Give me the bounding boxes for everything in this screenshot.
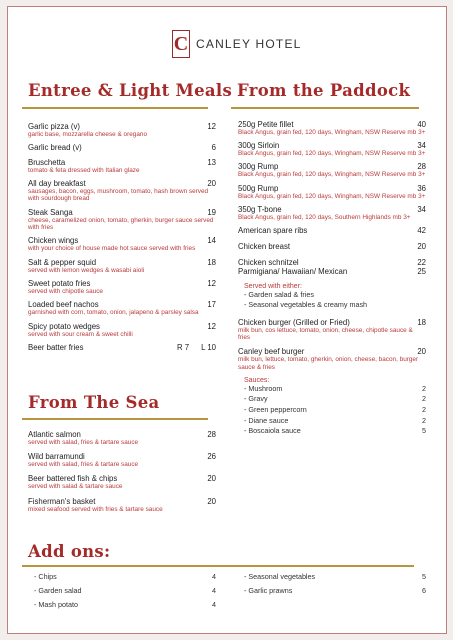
sauce-price: 2 [422, 415, 426, 425]
menu-item-row [238, 258, 426, 267]
menu-item-price: 6 [211, 143, 216, 153]
menu-item-name: Salt & pepper squid [28, 257, 97, 267]
menu-item-description: cheese, caramelized onion, tomato, gherkin, burger sauce served with fries [28, 216, 214, 231]
menu-item-price: 13 [207, 157, 216, 167]
menu-item-name: Bruschetta [28, 157, 66, 167]
paddock-title: From the Paddock [237, 81, 411, 100]
menu-item-price: 19 [207, 207, 216, 217]
menu-item-price: 25 [417, 267, 426, 277]
sauce-price: 5 [422, 426, 426, 436]
addon-item [28, 570, 216, 584]
entree-list [28, 122, 216, 352]
menu-item-name: 350g T-bone [238, 204, 282, 214]
menu-item-name: 300g Sirloin [238, 141, 280, 151]
menu-item-row [238, 242, 426, 251]
addon-price: 4 [212, 586, 216, 595]
menu-item [28, 258, 216, 274]
sea-list [28, 430, 216, 519]
sauce-name: - Mushroom [244, 383, 283, 393]
menu-item-row [28, 279, 216, 288]
menu-item-price: 20 [207, 178, 216, 188]
addon-name: - Garden salad [34, 586, 82, 595]
menu-item-row [238, 184, 426, 193]
menu-item-price: 17 [207, 300, 216, 310]
logo-mark-icon: C [172, 30, 190, 58]
menu-item-price: 12 [207, 321, 216, 331]
menu-item-row [28, 122, 216, 131]
addon-item [238, 584, 426, 598]
addon-price: 6 [422, 586, 426, 595]
menu-item [238, 162, 426, 178]
size-regular [177, 343, 189, 352]
menu-item-name: Steak Sanga [28, 207, 73, 217]
menu-item-description: garnished with corn, tomato, onion, jalapeno & parsley salsa [28, 309, 199, 317]
menu-item-price: 28 [417, 162, 426, 172]
menu-item-description: mixed seafood served with fries & tartare sauce [28, 505, 163, 513]
menu-item-price: 18 [417, 318, 426, 328]
menu-item-price: 12 [207, 278, 216, 288]
sauces-label: Sauces: [244, 376, 270, 384]
menu-item-name: Canley beef burger [238, 347, 305, 357]
addon-item [238, 570, 426, 584]
addons-title: Add ons: [28, 542, 111, 561]
entree-title: Entree & Light Meals [28, 81, 233, 100]
menu-item-row [238, 318, 426, 327]
menu-item [28, 322, 216, 338]
menu-item-price: 34 [417, 141, 426, 151]
menu-item-name: Chicken breast [238, 242, 291, 252]
sauce-item [244, 394, 426, 405]
size-regular-price: 7 [184, 343, 190, 353]
sauce-item [244, 405, 426, 416]
size-large-label: L [201, 343, 206, 353]
menu-item-name: Wild barramundi [28, 452, 85, 462]
menu-item-description: milk bun, lettuce, tomato, gherkin, onion, cheese, bacon, burger sauce & fries [238, 356, 419, 371]
menu-item-price: 12 [207, 122, 216, 131]
addon-price: 4 [212, 572, 216, 581]
sauce-name: - Boscaiola sauce [244, 426, 301, 436]
menu-item-price: 20 [417, 347, 426, 357]
menu-item-row [238, 162, 426, 171]
menu-item-description: served with salad, fries & tartare sauce [28, 461, 139, 469]
addons-rule [22, 565, 414, 567]
menu-item-name: Sweet potato fries [28, 278, 91, 288]
menu-item-description: tomato & feta dressed with Italian glaze [28, 166, 140, 174]
size-regular-label: R [176, 343, 183, 353]
menu-item-name: 500g Rump [238, 183, 279, 193]
size-large [201, 343, 216, 352]
menu-item-row [28, 143, 216, 152]
menu-item-name: Parmigiana/ Hawaiian/ Mexican [238, 267, 348, 277]
addon-name: - Garlic prawns [244, 586, 293, 595]
beer-batter-fries-item [28, 343, 216, 352]
served-with-block [244, 283, 426, 310]
menu-item-row [238, 120, 426, 129]
menu-item-description: served with lemon wedges & wasabi aioli [28, 266, 145, 274]
menu-item-name: 300g Rump [238, 162, 279, 172]
menu-item [238, 184, 426, 200]
menu-item [28, 452, 216, 468]
sea-title: From The Sea [28, 393, 160, 412]
sauce-price: 2 [422, 405, 426, 415]
menu-item [238, 141, 426, 157]
menu-item-row [28, 430, 216, 439]
addon-name: - Mash potato [34, 600, 78, 609]
served-option: - Garden salad & fries [244, 290, 314, 300]
menu-item-description: Black Angus, grain fed, 120 days, Wingham, NSW Reserve mb 3+ [238, 150, 426, 158]
menu-item-row [238, 347, 426, 356]
served-option: - Seasonal vegetables & creamy mash [244, 300, 368, 310]
menu-item [238, 120, 426, 136]
menu-item [28, 474, 216, 490]
menu-item-name: 250g Petite fillet [238, 120, 294, 129]
menu-item-price: 20 [207, 496, 216, 506]
addon-item [28, 598, 216, 612]
menu-item-name: All day breakfast [28, 178, 86, 188]
menu-item-row [238, 226, 426, 235]
menu-item-row [28, 474, 216, 483]
menu-item-row [238, 205, 426, 214]
menu-item-name: Beer batter fries [28, 343, 84, 353]
menu-item-price: 36 [417, 183, 426, 193]
menu-item-name: Beer battered fish & chips [28, 474, 118, 484]
menu-item-name: Spicy potato wedges [28, 321, 100, 331]
menu-item-row [28, 158, 216, 167]
menu-item [28, 236, 216, 252]
menu-item-row [28, 208, 216, 217]
sauce-item [244, 384, 426, 395]
menu-item-name: Fisherman's basket [28, 496, 96, 506]
addon-name: - Seasonal vegetables [244, 572, 316, 581]
sauce-price: 2 [422, 383, 426, 393]
menu-item-row [28, 497, 216, 506]
menu-item-price: 42 [417, 226, 426, 236]
addon-price: 5 [422, 572, 426, 581]
menu-item-price: 28 [207, 430, 216, 439]
menu-item-name: Garlic bread (v) [28, 143, 82, 153]
menu-item [28, 279, 216, 295]
menu-item-price: 26 [207, 452, 216, 462]
menu-item-price: 20 [417, 242, 426, 252]
menu-item-description: with your choice of house made hot sauce served with fries [28, 245, 196, 253]
sauce-item [244, 416, 426, 427]
menu-item [28, 122, 216, 138]
menu-item-description: served with salad, fries & tartare sauce [28, 439, 139, 446]
menu-item [28, 143, 216, 152]
menu-item-price: 20 [207, 474, 216, 484]
addons-right-list [238, 570, 426, 598]
menu-item-name: Atlantic salmon [28, 430, 81, 439]
menu-item [28, 497, 216, 513]
paddock-other-items [238, 226, 426, 276]
sauce-name: - Gravy [244, 394, 268, 404]
addon-item [28, 584, 216, 598]
sea-rule [22, 418, 208, 420]
sauce-item [244, 426, 426, 437]
logo [172, 30, 302, 58]
menu-item-name: Chicken wings [28, 236, 79, 246]
menu-item [238, 205, 426, 221]
menu-item-description: milk bun, cos lettuce, tomato, onion, cheese, chipotle sauce & fries [238, 327, 413, 342]
paddock-list [238, 120, 426, 437]
served-with-label: Served with either: [244, 283, 302, 291]
menu-item-description: garlic base, mozzarella cheese & oregano [28, 131, 148, 138]
sauces-block [244, 377, 426, 437]
menu-item-name: Chicken burger (Grilled or Fried) [238, 318, 350, 328]
menu-item [28, 179, 216, 202]
menu-item [238, 318, 426, 341]
menu-item-description: Black Angus, grain fed, 120 days, Southern Highlands mb 3+ [238, 213, 411, 221]
menu-item-price: 22 [417, 258, 426, 268]
menu-item [28, 430, 216, 446]
sauce-price: 2 [422, 394, 426, 404]
brand-name: CANLEY HOTEL [196, 37, 302, 51]
menu-item-row [238, 267, 426, 276]
menu-item-row [28, 322, 216, 331]
menu-item-row [28, 236, 216, 245]
menu-item-name: Chicken schnitzel [238, 258, 299, 268]
paddock-rule [231, 107, 419, 109]
menu-item-name: American spare ribs [238, 226, 308, 236]
menu-item-row [28, 179, 216, 188]
menu-item-description: Black Angus, grain fed, 120 days, Wingham, NSW Reserve mb 3+ [238, 171, 426, 179]
menu-item-description: sausages, bacon, eggs, mushroom, tomato, hash brown served with sourdough bread [28, 187, 209, 203]
addon-name: - Chips [34, 572, 57, 581]
menu-item-price: 18 [207, 257, 216, 267]
size-large-price: 10 [207, 343, 216, 353]
menu-item-row [28, 452, 216, 461]
menu-item [28, 158, 216, 174]
addons-left-list [28, 570, 216, 612]
menu-item-price: 40 [417, 120, 426, 129]
menu-item-description: served with chipotle sauce [28, 287, 103, 295]
addon-price: 4 [212, 600, 216, 609]
sauce-name: - Diane sauce [244, 415, 289, 425]
menu-item-row [238, 141, 426, 150]
menu-item-row [28, 258, 216, 267]
menu-item-description: Black Angus, grain fed, 120 days, Wingham, NSW Reserve mb 3+ [238, 192, 426, 200]
sauce-name: - Green peppercorn [244, 405, 307, 415]
entree-rule [22, 107, 208, 109]
menu-item-price: 34 [417, 204, 426, 214]
size-prices [177, 343, 216, 352]
menu-item-name: Loaded beef nachos [28, 300, 99, 310]
menu-item-description: served with salad & tartare sauce [28, 483, 123, 491]
menu-item-name: Garlic pizza (v) [28, 122, 80, 131]
menu-item [28, 208, 216, 231]
menu-item-row [28, 300, 216, 309]
menu-item-description: served with sour cream & sweet chilli [28, 330, 133, 338]
menu-item-price: 14 [207, 236, 216, 246]
menu-item-description: Black Angus, grain fed, 120 days, Wingham, NSW Reserve mb 3+ [238, 129, 426, 136]
menu-item [238, 347, 426, 370]
menu-item [28, 300, 216, 316]
